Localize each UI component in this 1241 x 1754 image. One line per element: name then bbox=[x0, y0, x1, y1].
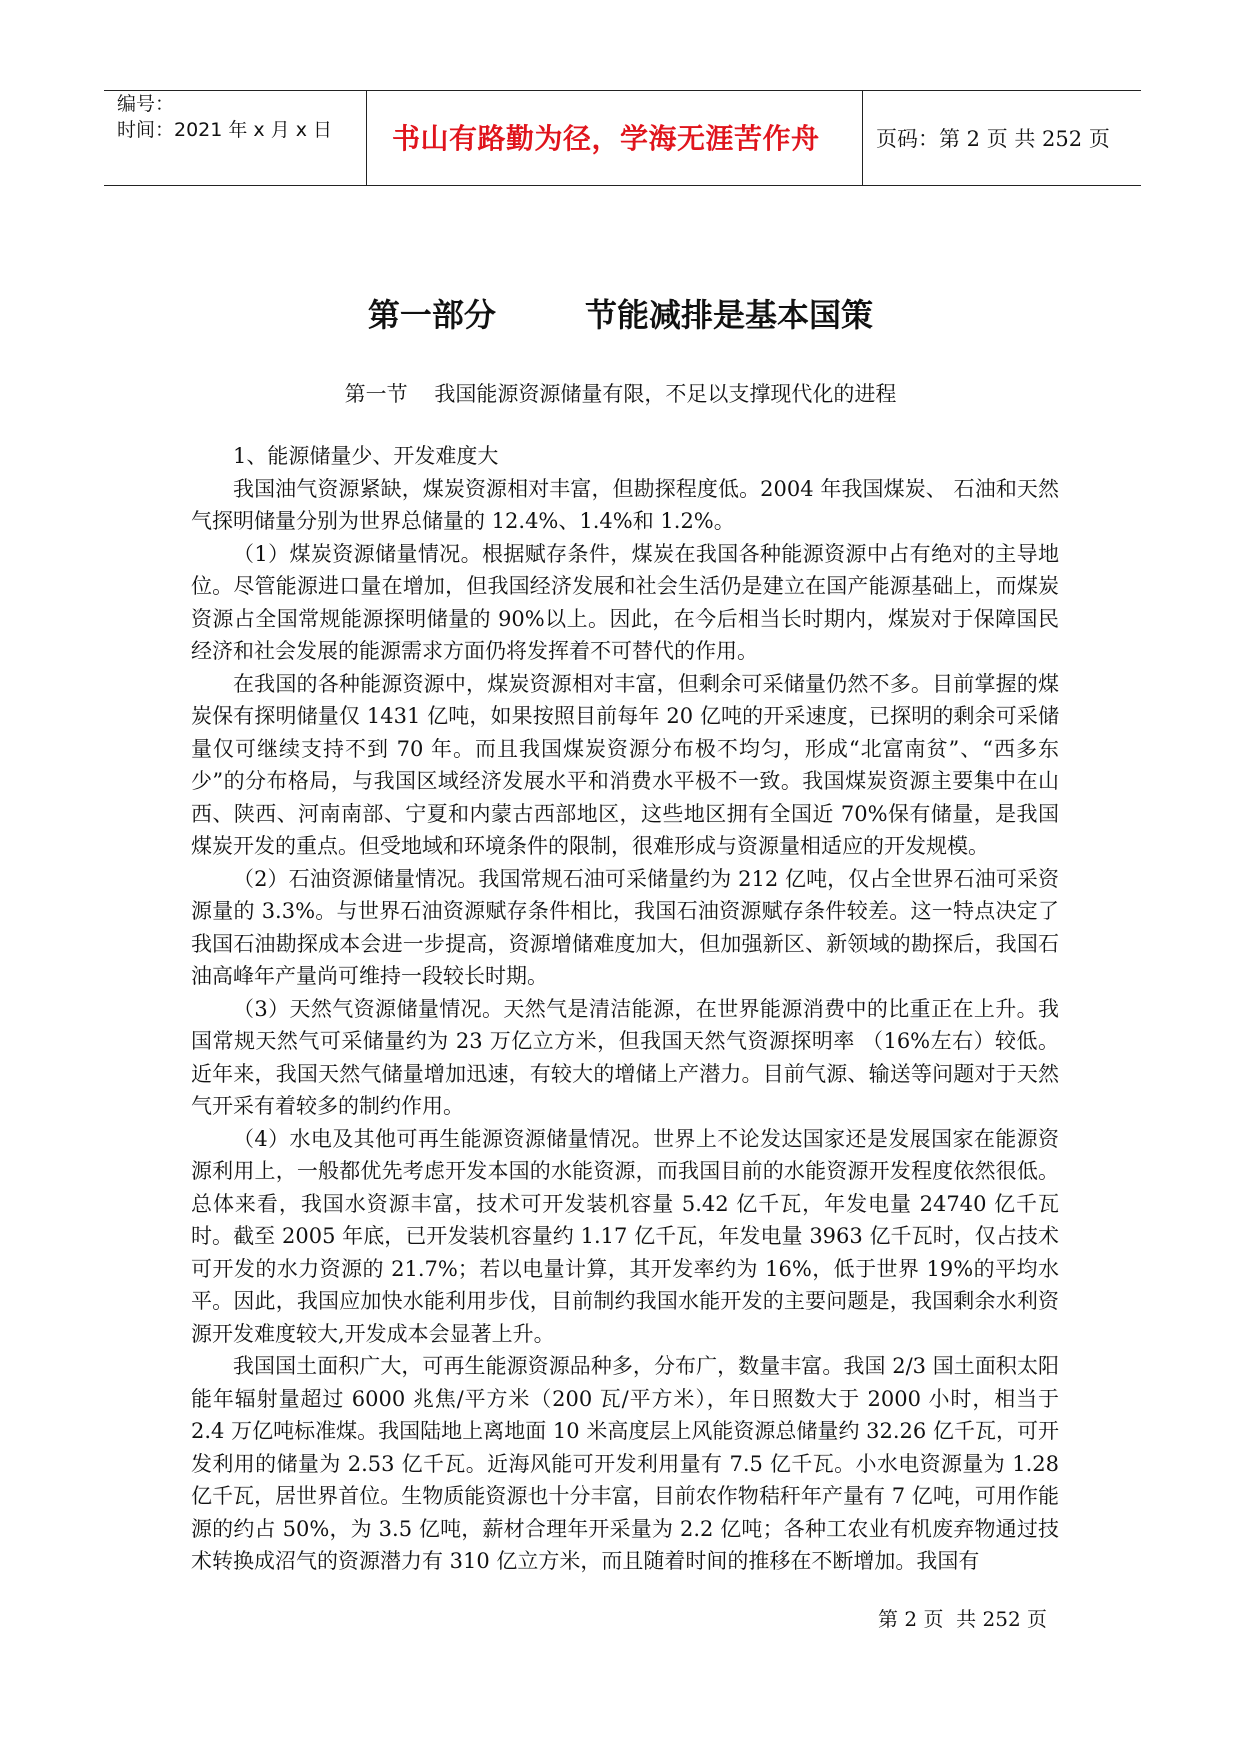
header-info-cell bbox=[104, 91, 367, 185]
document-body bbox=[191, 440, 1059, 1578]
document-header bbox=[104, 90, 1141, 186]
body-paragraph: 我国国土面积广大，可再生能源资源品种多，分布广，数量丰富。我国 2/3 国土面积太阳能年辐射量超过 6000 兆焦/平方米（200 瓦/平方米），年日照数大于 2000 小时，相当于 2.4 万亿吨标准煤。我国陆地上离地面 10 米高度层上风能资源总储量约 32.26 亿千瓦，可开发利用的储量为 2.53 亿千瓦。近海风能可开发利用量有 7.5 亿千瓦。小水电资源量为 1.28 亿千瓦，居世界首位。生物质能资源也十分丰富，目前农作物秸秆年产量有 7 亿吨，可用作能源的约占 50%，为 3.5 亿吨，薪材合理年开采量为 2.2 亿吨；各种工农业有机废弃物通过技术转换成沼气的资源潜力有 310 亿立方米，而且随着时间的推移在不断增加。我国有 bbox=[191, 1354, 1059, 1573]
body-paragraph: 在我国的各种能源资源中，煤炭资源相对丰富，但剩余可采储量仍然不多。目前掌握的煤炭保有探明储量仅 1431 亿吨，如果按照目前每年 20 亿吨的开采速度，已探明的剩余可采储量仅可继续支持不到 70 年。而且我国煤炭资源分布极不均匀，形成“北富南贫”、“西多东少”的分布格局，与我国区域经济发展水平和消费水平极不一致。我国煤炭资源主要集中在山西、陕西、河南南部、宁夏和内蒙古西部地区，这些地区拥有全国近 70%保有储量，是我国煤炭开发的重点。但受地域和环境条件的限制，很难形成与资源量相适应的开发规模。 bbox=[191, 671, 1059, 858]
section-title: 第一节 我国能源资源储量有限，不足以支撑现代化的进程 bbox=[344, 382, 897, 406]
document-time-label: 时间：2021 年 x 月 x 日 bbox=[117, 119, 333, 141]
document-number-label: 编号： bbox=[117, 93, 175, 115]
part-title: 第一部分 节能减排是基本国策 bbox=[367, 296, 874, 334]
body-paragraph: 我国油气资源紧缺，煤炭资源相对丰富，但勘探程度低。2004 年我国煤炭、 石油和天然气探明储量分别为世界总储量的 12.4%、1.4%和 1.2%。 bbox=[191, 476, 1059, 533]
page-footer: 第 2 页 共 252 页 bbox=[878, 1607, 1048, 1631]
body-paragraph: （1）煤炭资源储量情况。根据赋存条件，煤炭在我国各种能源资源中占有绝对的主导地位。尽管能源进口量在增加，但我国经济发展和社会生活仍是建立在国产能源基础上，而煤炭资源占全国常规能源探明储量的 90%以上。因此，在今后相当长时期内，煤炭对于保障国民经济和社会发展的能源需求方面仍将发挥着不可替代的作用。 bbox=[191, 541, 1059, 663]
body-paragraph: 1、能源储量少、开发难度大 bbox=[233, 444, 499, 468]
body-paragraph: （3）天然气资源储量情况。天然气是清洁能源，在世界能源消费中的比重正在上升。我国常规天然气可采储量约为 23 万亿立方米，但我国天然气资源探明率 （16%左右）较低。近年来，我国天然气储量增加迅速，有较大的增储上产潜力。目前气源、输送等问题对于天然气开采有着较多的制约作用。 bbox=[191, 996, 1059, 1118]
header-page-cell bbox=[862, 91, 1141, 185]
body-paragraph: （4）水电及其他可再生能源资源储量情况。世界上不论发达国家还是发展国家在能源资源利用上，一般都优先考虑开发本国的水能资源，而我国目前的水能资源开发程度依然很低。总体来看，我国水资源丰富，技术可开发装机容量 5.42 亿千瓦，年发电量 24740 亿千瓦时。截至 2005 年底，已开发装机容量约 1.17 亿千瓦，年发电量 3963 亿千瓦时，仅占技术可开发的水力资源的 21.7%；若以电量计算，其开发率约为 16%，低于世界 19%的平均水平。因此，我国应加快水能利用步伐，目前制约我国水能开发的主要问题是，我国剩余水利资源开发难度较大,开发成本会显著上升。 bbox=[191, 1126, 1059, 1346]
body-paragraph: （2）石油资源储量情况。我国常规石油可采储量约为 212 亿吨，仅占全世界石油可采资源量的 3.3%。与世界石油资源赋存条件相比，我国石油资源赋存条件较差。这一特点决定了我国石油勘探成本会进一步提高，资源增储难度加大，但加强新区、新领域的勘探后，我国石油高峰年产量尚可维持一段较长时期。 bbox=[191, 866, 1059, 988]
header-page-code: 页码：第 2 页 共 252 页 bbox=[876, 127, 1110, 151]
header-motto-cell bbox=[366, 91, 863, 185]
header-motto: 书山有路勤为径，学海无涯苦作舟 bbox=[392, 122, 820, 155]
